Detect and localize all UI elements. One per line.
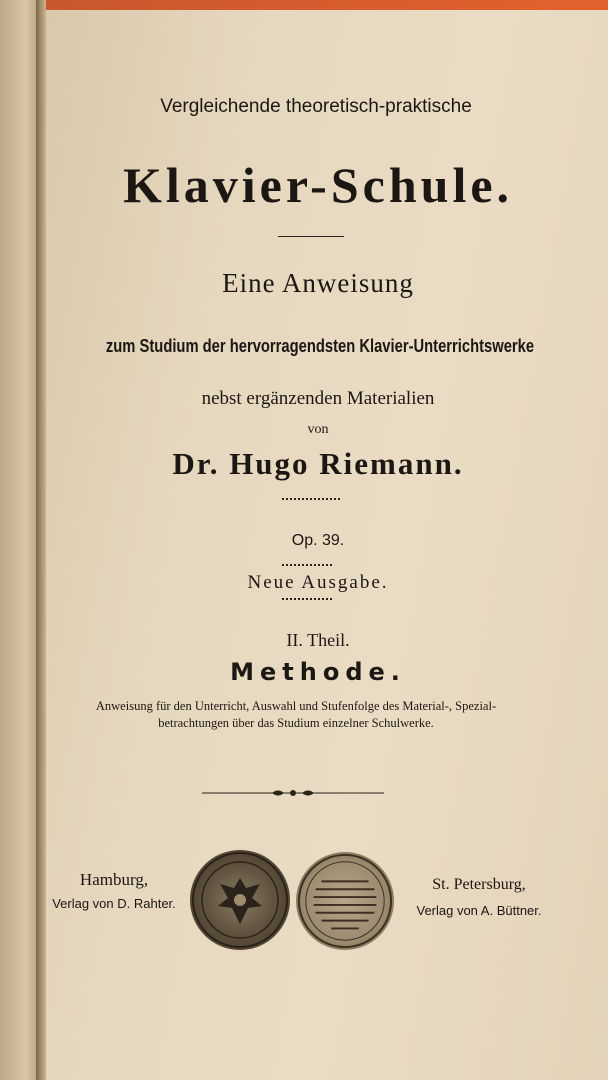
imprint-st-petersburg bbox=[404, 872, 554, 924]
studium-line: zum Studium der hervorragendsten Klavier-Unterrichtswerke bbox=[105, 336, 535, 356]
description bbox=[26, 698, 566, 732]
imprint-hamburg bbox=[44, 868, 184, 916]
description-line: betrachtungen über das Studium einzelner Schulwerke. bbox=[158, 716, 434, 730]
divider-squiggle bbox=[282, 494, 340, 500]
imprint-city: St. Petersburg, bbox=[432, 876, 526, 893]
opus-number: Op. 39. bbox=[291, 532, 345, 549]
page-gutter-shadow bbox=[36, 0, 46, 1080]
part-label: II. Theil. bbox=[286, 630, 350, 650]
methode-heading: Methode. bbox=[230, 658, 406, 686]
imprint-publisher: Verlag von A. Büttner. bbox=[416, 903, 542, 918]
medal-eagle-seal bbox=[190, 850, 290, 950]
divider-squiggle bbox=[282, 560, 332, 566]
imprint-city: Hamburg, bbox=[79, 870, 149, 889]
anweisung-heading: Eine Anweisung bbox=[222, 268, 414, 298]
divider-squiggle bbox=[282, 594, 332, 600]
subtitle: Vergleichende theoretisch-praktische bbox=[160, 96, 472, 117]
edition-label: Neue Ausgabe. bbox=[247, 572, 389, 593]
von-line: von bbox=[307, 422, 329, 437]
author-name: Dr. Hugo Riemann. bbox=[172, 446, 464, 481]
nebst-line: nebst ergänzenden Materialien bbox=[201, 388, 435, 409]
imprint-publisher: Verlag von D. Rahter. bbox=[52, 896, 176, 911]
title-page bbox=[44, 10, 608, 1080]
title-rule bbox=[278, 236, 344, 237]
ornament-divider bbox=[202, 786, 384, 800]
description-line: Anweisung für den Unterricht, Auswahl und Stufenfolge des Material-, Spezial- bbox=[95, 699, 497, 713]
medal-inscription-seal bbox=[296, 852, 394, 950]
main-title: Klavier-Schule. bbox=[122, 157, 514, 213]
